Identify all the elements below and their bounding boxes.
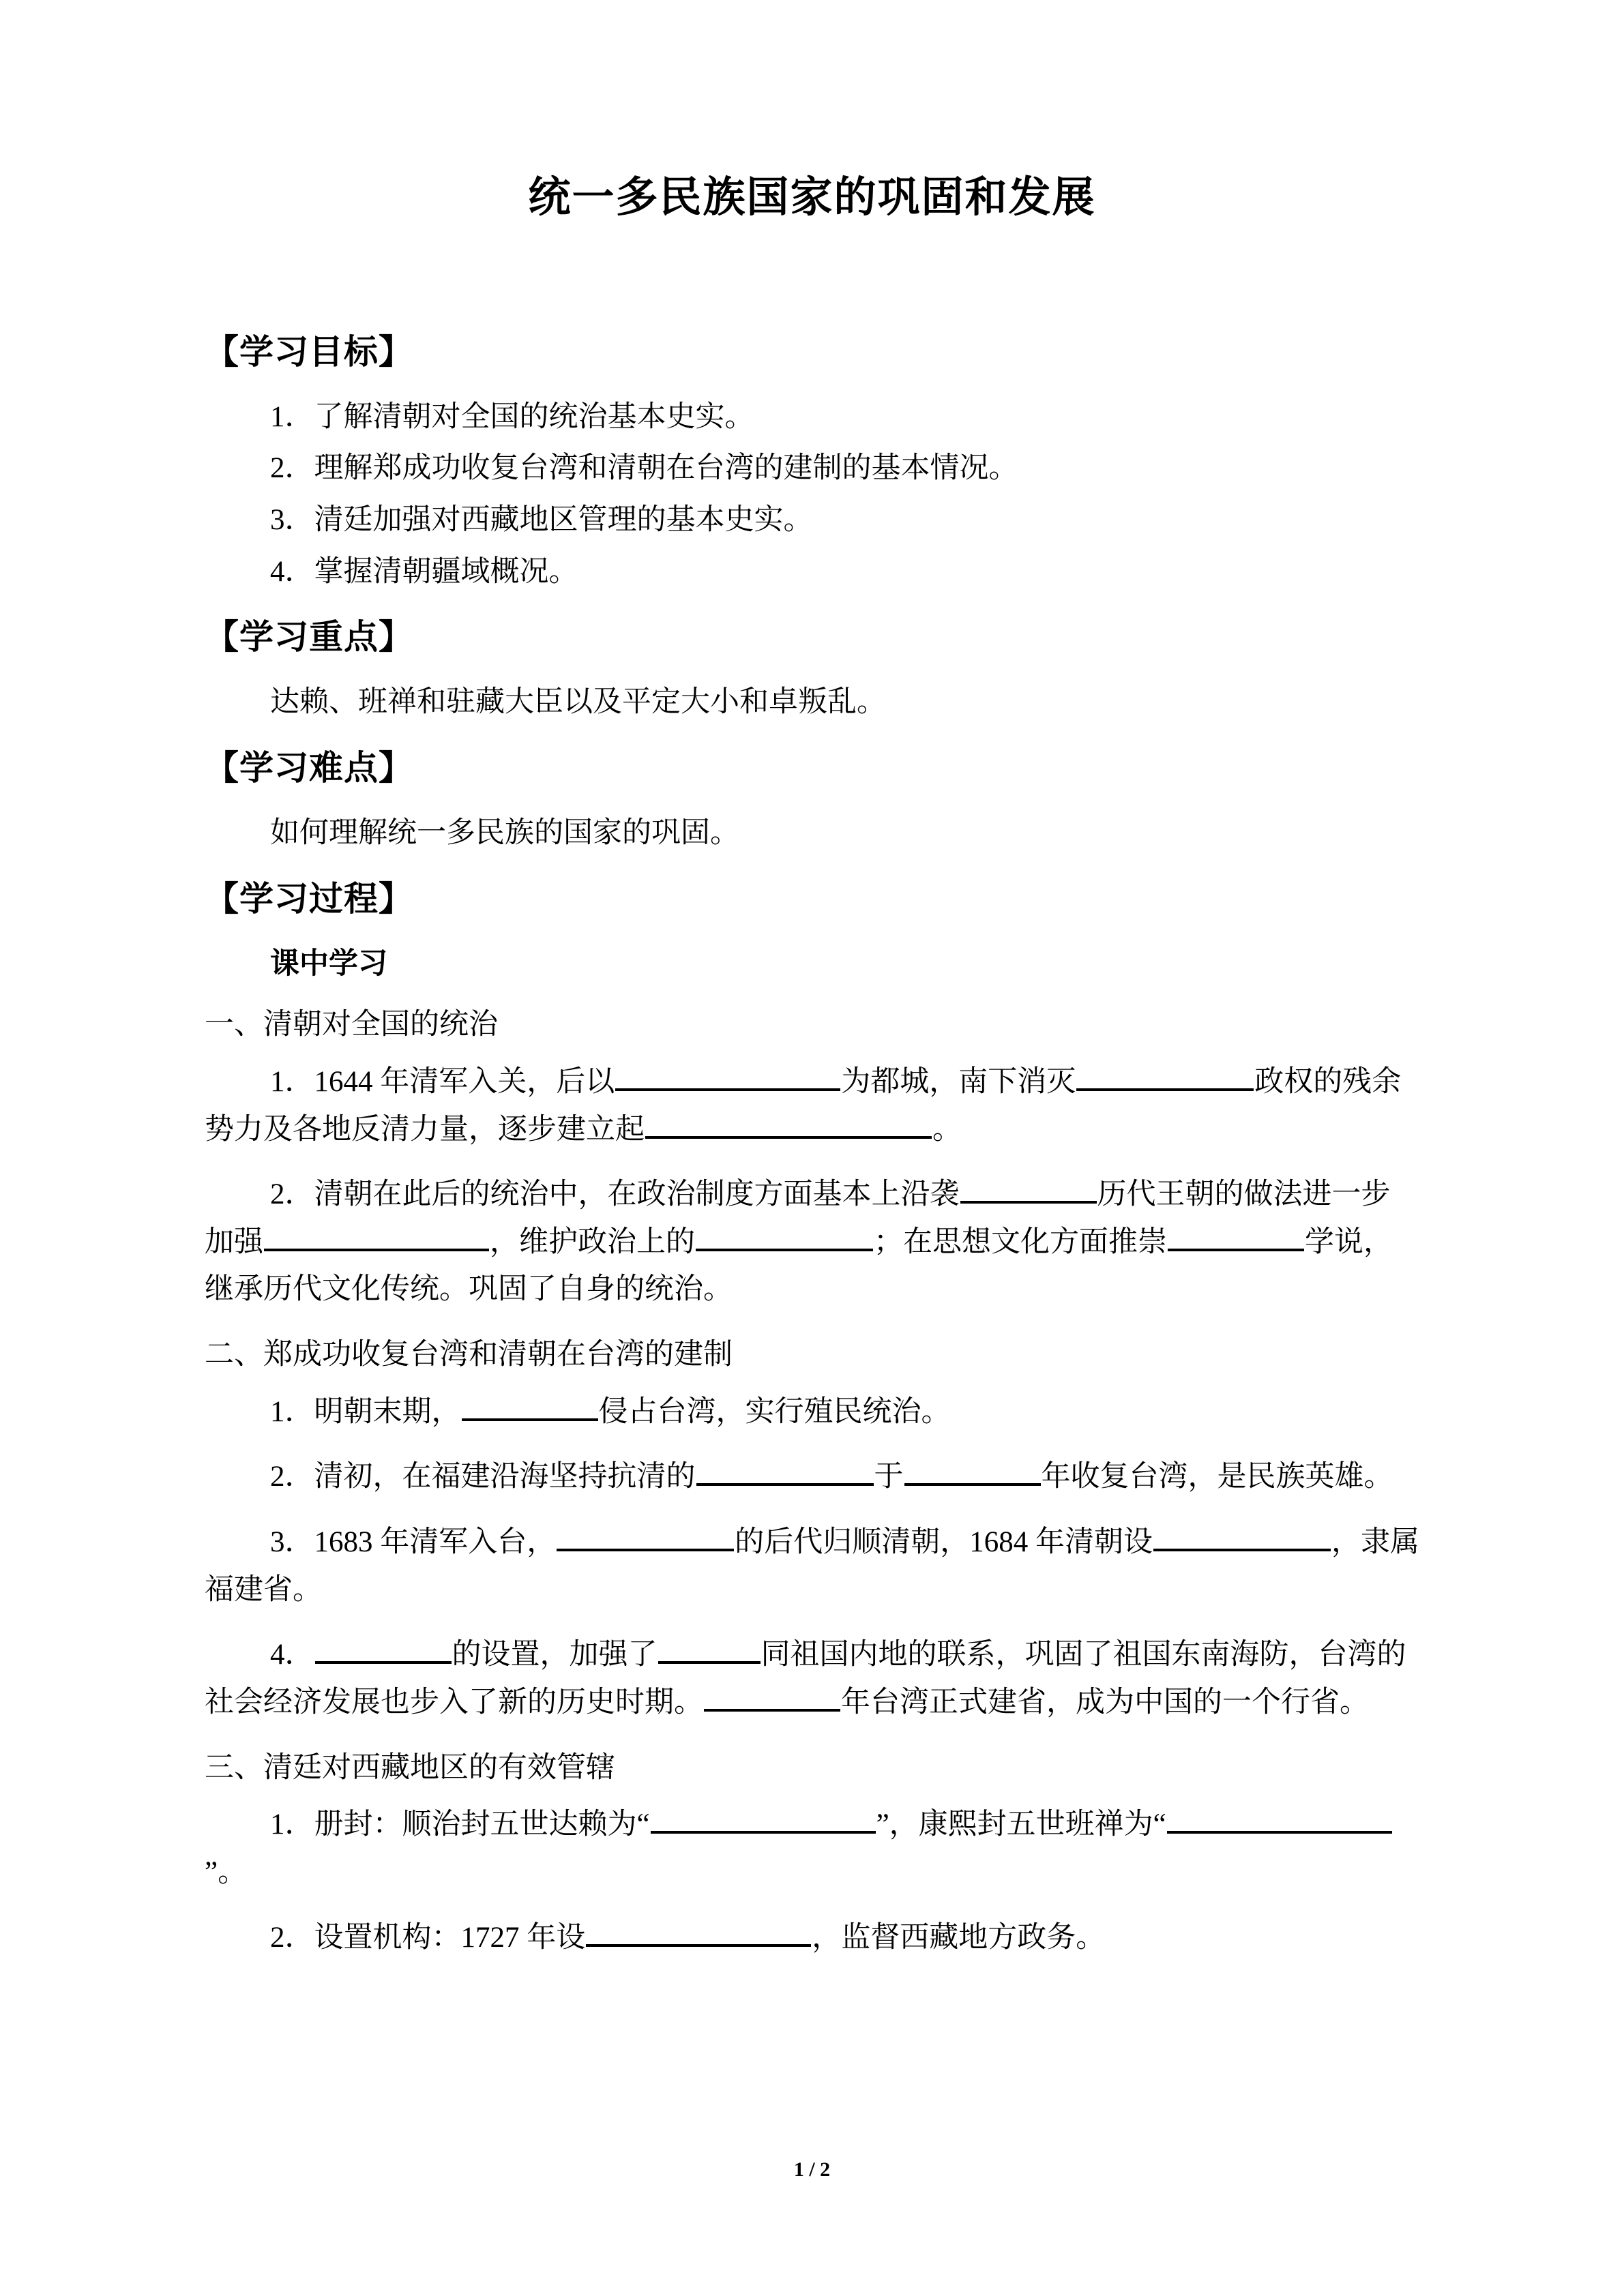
process-section-title-2: 二、郑成功收复台湾和清朝在台湾的建制 [205, 1339, 733, 1371]
fill-in-blank[interactable] [1153, 1521, 1331, 1551]
question-text: 1．明朝末期， [270, 1395, 461, 1428]
question-text: 1．册封：顺治封五世达赖为“ [270, 1808, 650, 1841]
difficulties-body: 如何理解统一多民族的国家的巩固。 [270, 816, 739, 849]
fill-in-blank[interactable] [1076, 1060, 1254, 1091]
objectives-list [205, 393, 1419, 596]
fill-in-question [205, 1914, 1419, 1962]
list-item: 4．掌握清朝疆域概况。 [270, 555, 578, 588]
fill-in-blank[interactable] [651, 1804, 876, 1834]
section-heading-process: 【学习过程】 [205, 879, 413, 918]
question-text: 同祖国内地的联系，巩固了祖国东南海防，台湾的社会经济发展也步入了新的历史时期。 [205, 1639, 1406, 1719]
question-text: 4． [270, 1639, 314, 1671]
question-text: 1．1644 年清军入关，后以 [270, 1065, 615, 1098]
fill-in-question [205, 1171, 1419, 1313]
question-text: ；在思想文化方面推崇 [874, 1225, 1167, 1258]
question-text: 政权的残余势力及各地反清力量，逐步建立起 [205, 1065, 1402, 1146]
question-text: 于 [874, 1461, 904, 1493]
fill-in-blank[interactable] [704, 1681, 840, 1712]
question-text: 3．1683 年清军入台， [270, 1526, 557, 1559]
page-title: 统一多民族国家的巩固和发展 [528, 175, 1096, 221]
list-item: 1．了解清朝对全国的统治基本史实。 [270, 400, 754, 433]
question-text: ，维护政治上的 [490, 1225, 695, 1258]
fill-in-blank[interactable] [264, 1221, 489, 1251]
section-heading-difficulties: 【学习难点】 [205, 748, 413, 787]
question-text: 的后代归顺清朝，1684 年清朝设 [735, 1526, 1153, 1559]
question-text: ”，康熙封五世班禅为“ [876, 1808, 1166, 1841]
question-text: 学说，继承历代文化传统。巩固了自身的统治。 [205, 1225, 1393, 1306]
fill-in-question [205, 1519, 1419, 1613]
fill-in-blank[interactable] [1168, 1221, 1304, 1251]
question-text: ，监督西藏地方政务。 [812, 1921, 1106, 1954]
question-text: 的设置，加强了 [452, 1639, 658, 1671]
list-item: 3．清廷加强对西藏地区管理的基本史实。 [270, 503, 813, 536]
fill-in-blank[interactable] [315, 1634, 452, 1665]
fill-in-blank[interactable] [960, 1173, 1097, 1204]
question-text: 2．清朝在此后的统治中，在政治制度方面基本上沿袭 [270, 1178, 960, 1211]
fill-in-blank[interactable] [462, 1390, 598, 1421]
question-text: 年台湾正式建省，成为中国的一个行省。 [841, 1686, 1369, 1719]
fill-in-blank[interactable] [586, 1916, 811, 1947]
fill-in-blank[interactable] [557, 1521, 734, 1551]
process-section-title-1: 一、清朝对全国的统治 [205, 1009, 498, 1041]
key-points-body: 达赖、班禅和驻藏大臣以及平定大小和卓叛乱。 [270, 686, 886, 719]
fill-in-blank[interactable] [1167, 1804, 1392, 1834]
page-number: 1 / 2 [793, 2158, 831, 2181]
question-text: 历代王朝的做法进一步加强 [205, 1178, 1391, 1258]
question-text: ”。 [205, 1856, 248, 1889]
fill-in-blank[interactable] [658, 1634, 761, 1665]
fill-in-question [205, 1453, 1419, 1501]
section-heading-objectives: 【学习目标】 [205, 332, 413, 371]
fill-in-question [205, 1388, 1419, 1436]
question-text: 2．清初，在福建沿海坚持抗清的 [270, 1461, 696, 1493]
fill-in-question [205, 1631, 1419, 1726]
process-section-title-3: 三、清廷对西藏地区的有效管辖 [205, 1751, 615, 1784]
list-item: 2．理解郑成功收复台湾和清朝在台湾的建制的基本情况。 [270, 452, 1018, 485]
fill-in-blank[interactable] [696, 1221, 873, 1251]
fill-in-blank[interactable] [696, 1456, 874, 1487]
section-heading-key-points: 【学习重点】 [205, 618, 413, 657]
question-text: ，隶属福建省。 [205, 1526, 1419, 1606]
fill-in-blank[interactable] [904, 1456, 1041, 1487]
question-text: 侵占台湾，实行殖民统治。 [598, 1395, 951, 1428]
fill-in-question [205, 1801, 1419, 1896]
question-text: 2．设置机构：1727 年设 [270, 1921, 586, 1954]
question-text: 。 [932, 1113, 962, 1146]
fill-in-blank[interactable] [645, 1108, 932, 1139]
fill-in-question [205, 1058, 1419, 1153]
question-text: 为都城，南下消灭 [841, 1065, 1076, 1098]
question-text: 年收复台湾，是民族英雄。 [1041, 1461, 1393, 1493]
fill-in-blank[interactable] [615, 1060, 840, 1091]
process-sub-heading: 课中学习 [270, 947, 387, 980]
